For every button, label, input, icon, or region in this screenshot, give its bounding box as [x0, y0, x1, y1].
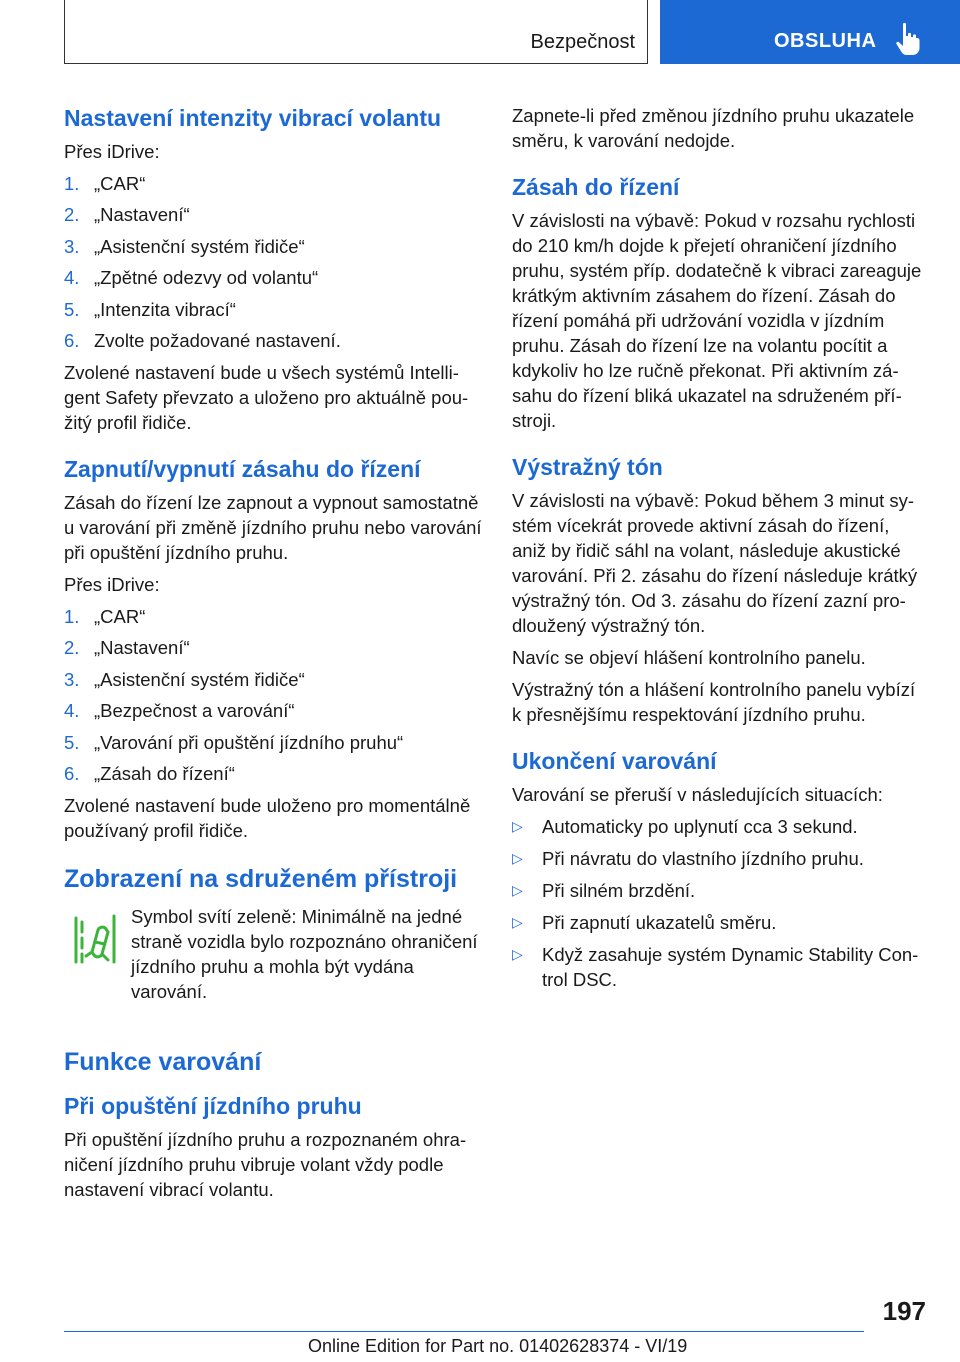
warnings-heading: Funkce varování — [64, 1047, 262, 1076]
vibration-heading: Nastavení intenzity vibrací volantu — [64, 105, 442, 131]
list-item: 6. „Zásah do řízení“ — [64, 762, 235, 784]
list-item: 2. „Nastavení“ — [64, 204, 190, 226]
list-item: 5. „Varování při opuštění jízdního pruhu“ — [64, 731, 404, 753]
triangle-bullet-icon: ▷ — [512, 850, 523, 866]
list-item: 4. „Bezpečnost a varování“ — [64, 700, 295, 722]
end-heading: Ukončení varování — [512, 748, 717, 774]
lane-departure-heading: Při opuštění jízdního pruhu — [64, 1092, 362, 1119]
triangle-bullet-icon: ▷ — [512, 946, 523, 962]
end-list — [512, 814, 928, 992]
chapter-name: OBSLUHA — [774, 30, 877, 52]
vibration-steps — [64, 171, 484, 353]
display-text: Symbol svítí zeleně: Minimálně na jedné straně vozidla bylo rozpoznáno ohraničení jízdního pruhu a mohla být vydána varování. — [131, 905, 478, 1002]
hand-pointer-icon — [894, 22, 922, 56]
list-item: ▷ Při návratu do vlastního jízdního pruhu. — [512, 848, 864, 869]
list-item: ▷ Automaticky po uplynutí cca 3 sekund. — [512, 816, 858, 837]
tone-heading: Výstražný tón — [512, 454, 663, 480]
footer-divider — [64, 1331, 864, 1332]
list-item: 4. „Zpětné odezvy od volantu“ — [64, 267, 319, 289]
tone-text-2: Navíc se objeví hlášení kontrolního panelu. — [512, 647, 866, 668]
vibration-note: Zvolené nastavení bude u všech systémů Intelligent Safety převzato a uloženo pro aktuálně použitý profil řidiče. — [64, 361, 469, 433]
list-item: ▷ Když zasahuje systém Dynamic Stability Control DSC. — [512, 944, 919, 990]
toggle-note: Zvolené nastavení bude uloženo pro momentálně používaný profil řidiče. — [64, 794, 471, 841]
footer-edition: Online Edition for Part no. 01402628374 - VI/19 — [308, 1336, 688, 1356]
steering-text: V závislosti na výbavě: Pokud v rozsahu rychlosti do 210 km/h dojde k přejetí ohraničení jízdního pruhu, systém příp. dodatečně k vibraci zareaguje krátkým aktivním zásahem do řízení. Zásah do řízení pomáhá při udržování vozidla v jízdním pruhu. Zásah do řízení lze na volantu pocítit a kdykoliv ho lze ručně překonat. Při aktivním zásahu do řízení bliká ukazatel na sdruženém přístroji. — [512, 210, 922, 431]
toggle-steps — [64, 604, 484, 786]
header-section-box — [64, 0, 648, 64]
triangle-bullet-icon: ▷ — [512, 914, 523, 930]
vibration-via: Přes iDrive: — [64, 141, 160, 162]
right-column — [512, 103, 928, 999]
lane-departure-icon — [68, 912, 122, 966]
left-column — [64, 103, 484, 1209]
display-heading: Zobrazení na sdruženém přístroji — [64, 864, 458, 893]
list-item: 3. „Asistenční systém řidiče“ — [64, 235, 305, 257]
display-block — [64, 904, 484, 1004]
list-item: 3. „Asistenční systém řidiče“ — [64, 668, 305, 690]
triangle-bullet-icon: ▷ — [512, 818, 523, 834]
list-item: 1. „CAR“ — [64, 173, 146, 194]
toggle-via: Přes iDrive: — [64, 573, 160, 595]
section-name: Bezpečnost — [530, 31, 635, 53]
end-intro: Varování se přeruší v následujících situacích: — [512, 784, 883, 805]
continuation-text: Zapnete-li před změnou jízdního pruhu ukazatele směru, k varování nedojde. — [512, 105, 915, 151]
list-item: 6. Zvolte požadované nastavení. — [64, 329, 341, 351]
lane-departure-text: Při opuštění jízdního pruhu a rozpoznaném ohraničení jízdního pruhu vibruje volant vždy podle nastavení vibrací volantu. — [64, 1128, 467, 1200]
list-item: ▷ Při zapnutí ukazatelů směru. — [512, 912, 777, 933]
steering-heading: Zásah do řízení — [512, 174, 680, 200]
toggle-heading: Zapnutí/vypnutí zásahu do řízení — [64, 455, 421, 482]
chapter-tab — [660, 0, 960, 64]
list-item: 2. „Nastavení“ — [64, 637, 190, 659]
list-item: 5. „Intenzita vibrací“ — [64, 298, 236, 320]
triangle-bullet-icon: ▷ — [512, 882, 523, 898]
tone-text-3: Výstražný tón a hlášení kontrolního panelu vybízí k přesnějšímu respektování jízdního pruhu. — [512, 679, 916, 725]
page-number: 197 — [882, 1296, 926, 1326]
toggle-intro: Zásah do řízení lze zapnout a vypnout samostatně u varování při změně jízdního pruhu nebo varování při opuštění jízdního pruhu. — [64, 491, 482, 563]
list-item: 1. „CAR“ — [64, 605, 146, 627]
tone-text-1: V závislosti na výbavě: Pokud během 3 minut systém vícekrát provede aktivní zásah do řízení, aniž by řidič sáhl na volant, následuje akustické varování. Při 2. zásahu do řízení následuje krátký výstražný tón. Od 3. zásahu do řízení zazní prodloužený výstražný tón. — [512, 490, 918, 636]
list-item: ▷ Při silném brzdění. — [512, 880, 696, 901]
